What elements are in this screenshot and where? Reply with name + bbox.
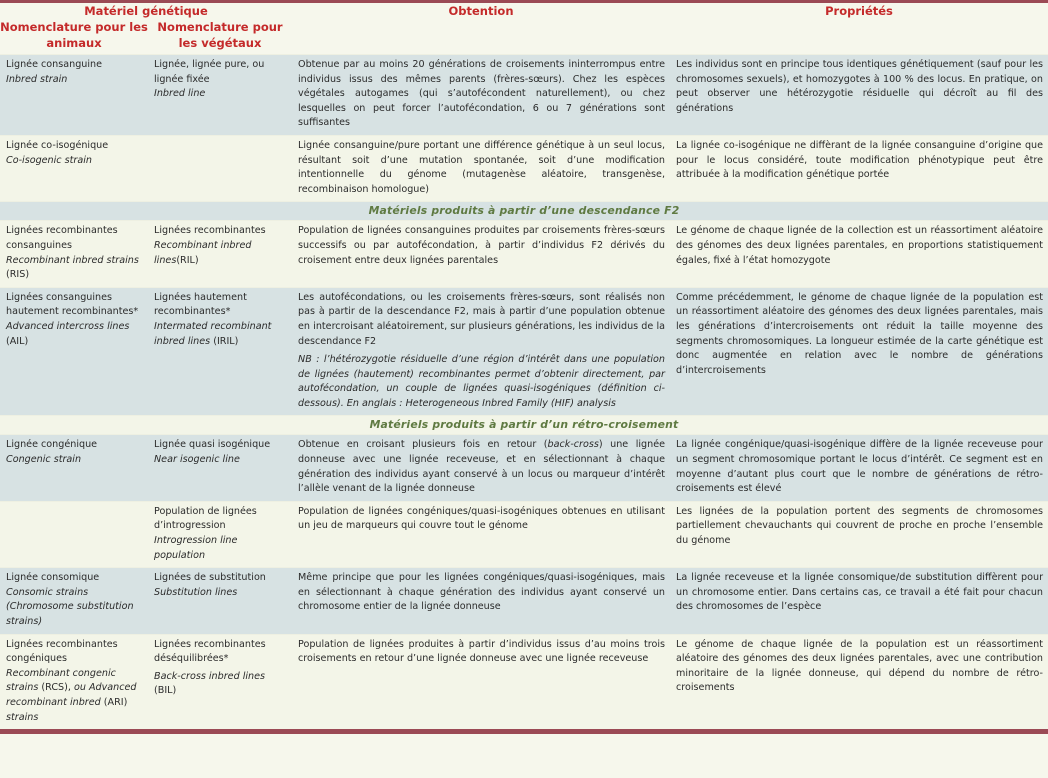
cell-plant-empty	[148, 135, 292, 201]
cell-plant	[148, 287, 292, 416]
table-row	[0, 501, 1048, 567]
plant-abbr: (RIL)	[176, 254, 199, 266]
animal-name-en-suffix: strains	[6, 711, 39, 723]
plant-name-fr: Population de lignées d’introgression	[154, 505, 257, 532]
animal-abbr: (AIL)	[6, 335, 29, 347]
bottom-rule	[0, 729, 1048, 734]
animal-name-en: Recombinant inbred strains	[6, 254, 139, 266]
plant-abbr: (IRIL)	[213, 335, 239, 347]
animal-name-fr: Lignée consomique	[6, 572, 100, 584]
cell-proprietes: Comme précédemment, le génome de chaque lignée de la population est un réassortiment aléatoire des génomes des deux lignées parentales, mais les générations d’intercroisements ont réduit la taille moyenne des segments chromosomiques. La longueur estimée de la carte génétique est donc augmentée en relation avec le nombre de générations d’intercroisements	[670, 287, 1048, 416]
obtention-part-a: Obtenue en croisant plusieurs fois en retour (	[298, 439, 548, 451]
animal-abbr-rcs: (RCS),	[41, 682, 74, 694]
cell-obtention	[292, 287, 670, 416]
cell-animal	[0, 135, 148, 201]
cell-plant	[148, 501, 292, 567]
table-row	[0, 135, 1048, 201]
animal-name-fr: Lignées recombinantes congéniques	[6, 638, 118, 665]
table-row	[0, 221, 1048, 287]
cell-animal	[0, 634, 148, 729]
obtention-text: Les autofécondations, ou les croisements frères-sœurs, sont réalisés non pas à partir de la descendance F2, mais à partir d’une population obtenue en intercroisant aléatoirement, sur plusieurs générations, les individus de la descendance F2	[298, 291, 666, 347]
animal-abbr: (RIS)	[6, 269, 30, 281]
section-header-f2	[0, 202, 1048, 221]
plant-name-en: Substitution lines	[154, 586, 238, 598]
section-title-backcross: Matériels produits à partir d’un rétro-croisement	[0, 416, 1048, 435]
header-materiel-genetique: Matériel génétique	[0, 3, 292, 19]
cell-animal	[0, 287, 148, 416]
cell-obtention: Population de lignées consanguines produites par croisements frères-sœurs successifs ou par autofécondation, à partir d’individus F2 dérivés du croisement entre deux lignées parentales	[292, 221, 670, 287]
plant-name-fr: Lignées de substitution	[154, 572, 266, 584]
section-header-backcross	[0, 416, 1048, 435]
animal-name-fr: Lignée consanguine	[6, 59, 103, 70]
plant-name-en: Introgression line population	[154, 535, 238, 561]
genetic-material-table	[0, 3, 1048, 729]
obtention-part-b: ) une lignée donneuse avec une lignée receveuse, et en sélectionnant à chaque génération des individus ayant conservé à un locus ou marqueur d’intérêt l’allèle venant de la lignée donneuse	[298, 439, 666, 495]
plant-name-fr: Lignées recombinantes	[154, 225, 266, 237]
cell-obtention: Population de lignées produites à partir d’individus issus d’au moins trois croisements en retour d’une lignée donneuse avec une lignée receveuse	[292, 634, 670, 729]
cell-proprietes: Les lignées de la population portent des segments de chromosomes partiellement chevauchants qui couvrent de proche en proche l’ensemble du génome	[670, 501, 1048, 567]
table-row	[0, 287, 1048, 416]
plant-name-fr: Lignée quasi isogénique	[154, 439, 271, 451]
cell-plant	[148, 55, 292, 136]
plant-name-fr: Lignée, lignée pure, ou lignée fixée	[154, 59, 265, 85]
cell-plant	[148, 634, 292, 729]
animal-name-fr: Lignées consanguines hautement recombinantes*	[6, 291, 139, 318]
table-row	[0, 634, 1048, 729]
animal-name-fr: Lignées recombinantes consanguines	[6, 225, 118, 251]
header-animals: Nomenclature pour les animaux	[0, 19, 148, 55]
cell-animal-empty	[0, 501, 148, 567]
animal-name-en: Consomic strains (Chromosome substitution strains)	[6, 586, 134, 627]
cell-plant	[148, 435, 292, 501]
plant-name-fr: Lignées hautement recombinantes*	[154, 291, 247, 318]
cell-obtention: Obtenue par au moins 20 générations de croisements ininterrompus entre individus issus des mêmes parents (frères-sœurs). Chez les espèces végétales autogames (qui s’autofécondent naturellement), ou chez lesquelles on peut forcer l’autofécondation, 6 ou 7 générations sont suffisantes	[292, 55, 670, 136]
cell-obtention: Même principe que pour les lignées congéniques/quasi-isogéniques, mais en sélectionnant à chaque génération des individus ayant conservé un chromosome entier de la lignée donneuse	[292, 568, 670, 634]
animal-name-en: Co-isogenic strain	[6, 154, 92, 166]
animal-name-en: Inbred strain	[6, 73, 68, 85]
cell-plant	[148, 568, 292, 634]
cell-obtention: Population de lignées congéniques/quasi-isogéniques obtenues en utilisant un jeu de marqueurs qui couvre tout le génome	[292, 501, 670, 567]
header-row-1	[0, 3, 1048, 19]
cell-obtention	[292, 435, 670, 501]
cell-plant	[148, 221, 292, 287]
table-row	[0, 55, 1048, 136]
obtention-note: NB : l’hétérozygotie résiduelle d’une région d’intérêt dans une population de lignées (hautement) recombinantes permet d’obtenir directement, par autofécondation, un couple de lignées quasi-isogéniques (définition ci-dessous). En anglais : Heterogeneous Inbred Family (HIF) analysis	[298, 354, 666, 409]
animal-name-fr: Lignée congénique	[6, 439, 98, 451]
cell-proprietes: La lignée congénique/quasi-isogénique diffère de la lignée receveuse pour un segment chromosomique portant le locus d’intérêt. Ce segment est en moyenne d’autant plus court que le nombre de générations de rétro-croisements est élevé	[670, 435, 1048, 501]
cell-animal	[0, 435, 148, 501]
cell-proprietes: La lignée receveuse et la lignée consomique/de substitution diffèrent pour un chromosome entier. Dans certains cas, ce travail a été fait pour chacun des chromosomes de l’espèce	[670, 568, 1048, 634]
cell-animal	[0, 221, 148, 287]
table-row	[0, 568, 1048, 634]
animal-name-en: Recombinant congenic strains	[6, 667, 116, 694]
obtention-backcross-term: back-cross	[547, 439, 599, 451]
cell-proprietes: Le génome de chaque lignée de la collection est un réassortiment aléatoire des génomes des deux lignées parentales, en proportions statistiquement égales, fixé à l’état homozygote	[670, 221, 1048, 287]
cell-proprietes: La lignée co-isogénique ne diffèrant de la lignée consanguine d’origine que pour le locus considéré, toute modification phénotypique peut être attribuée à la modification génétique portée	[670, 135, 1048, 201]
plant-name-en: Near isogenic line	[154, 454, 240, 466]
cell-obtention: Lignée consanguine/pure portant une différence génétique à un seul locus, résultant soit d’une mutation spontanée, soit d’une modification intentionnelle du génome (mutagenèse aléatoire, transgenèse, recombinaison homologue)	[292, 135, 670, 201]
cell-animal	[0, 55, 148, 136]
header-plants: Nomenclature pour les végétaux	[148, 19, 292, 55]
animal-abbr-ari: (ARI)	[103, 696, 128, 708]
animal-name-fr: Lignée co-isogénique	[6, 139, 109, 151]
cell-animal	[0, 568, 148, 634]
plant-name-en: Inbred line	[154, 88, 206, 100]
plant-name-en: Recombinant inbred lines	[154, 239, 252, 266]
section-title-f2: Matériels produits à partir d’une descendance F2	[0, 202, 1048, 221]
animal-name-en: Congenic strain	[6, 454, 82, 466]
table-row	[0, 435, 1048, 501]
plant-name-en: Intermated recombinant inbred lines	[154, 320, 272, 347]
plant-name-en: Back-cross inbred lines	[154, 670, 266, 682]
header-obtention: Obtention	[292, 3, 670, 55]
plant-name-fr: Lignées recombinantes déséquilibrées*	[154, 638, 266, 665]
plant-abbr: (BIL)	[154, 685, 177, 697]
header-proprietes: Propriétés	[670, 3, 1048, 55]
animal-name-en: Advanced intercross lines	[6, 320, 130, 332]
animal-name-en-alt: ou Advanced recombinant inbred	[6, 682, 137, 708]
cell-proprietes: Les individus sont en principe tous identiques génétiquement (sauf pour les chromosomes sexuels), et homozygotes à 100 % des locus. En pratique, on peut observer une hétérozygotie résiduelle qui décroît au fil des générations	[670, 55, 1048, 136]
cell-proprietes: Le génome de chaque lignée de la population est un réassortiment aléatoire des génomes des deux lignées parentales, avec une contribution minoritaire de la lignée donneuse, qui dépend du nombre de rétro-croisements	[670, 634, 1048, 729]
